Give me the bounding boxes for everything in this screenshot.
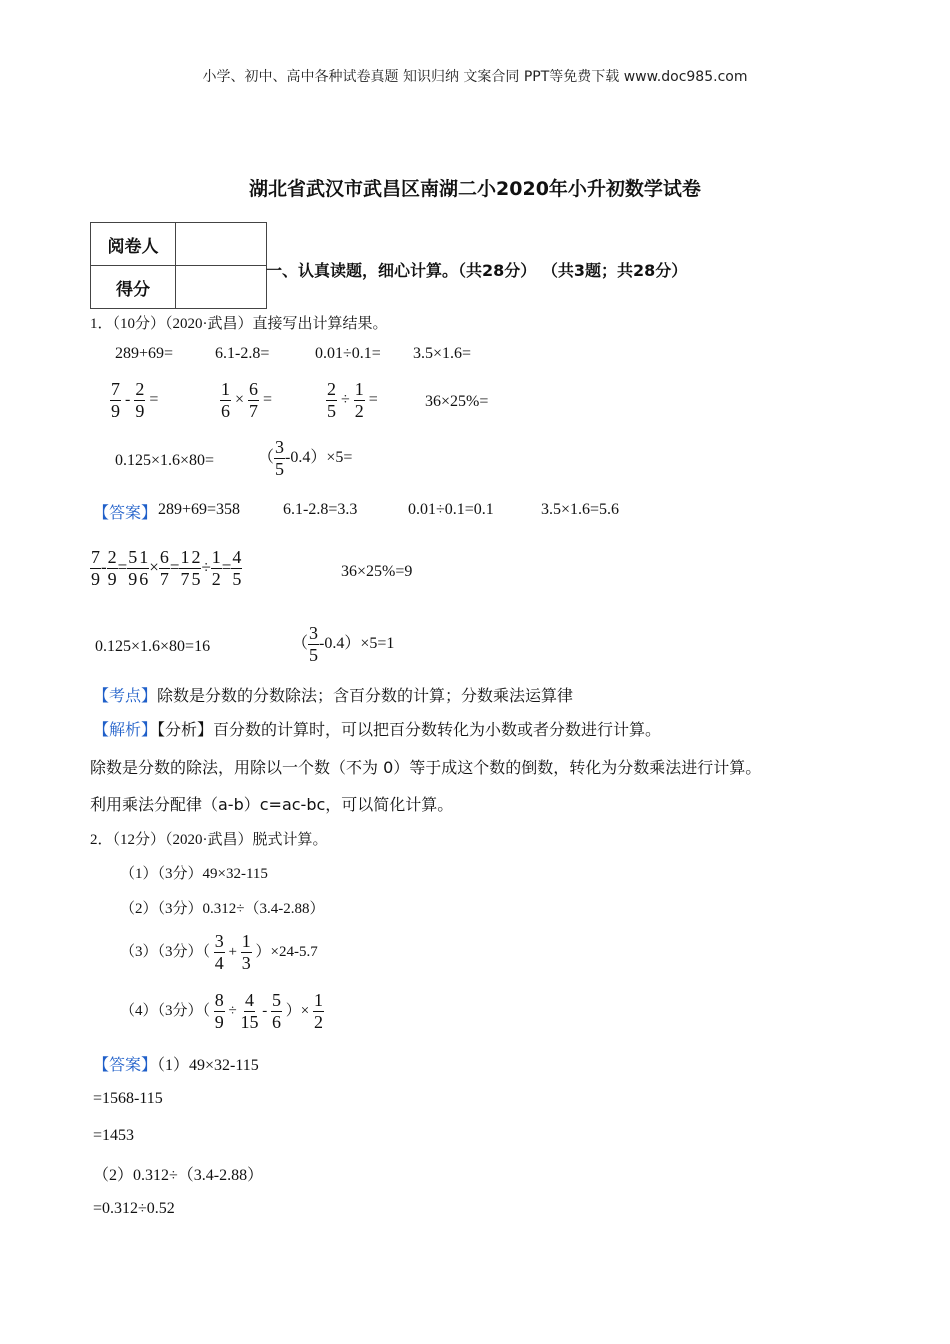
q1-answer-row-2: $\frac{7}{9}$ - $\frac{2}{9}$ = $\frac{5}{9}$ $\frac{1}{6}$ × $\frac{6}{7}$ = $\frac{1}{7}$ $\frac{2}{5}$ ÷ $\frac{1}{2}$ = $\frac{4}{5}$ <box>91 547 242 589</box>
q2-part-3: （3）（3分）（ $\frac{3}{4}$ + $\frac{1}{3}$ ）×24-5.7 <box>120 931 318 973</box>
q1-item-4: 3.5×1.6= <box>413 345 472 362</box>
q2-answer-5: =0.312÷0.52 <box>93 1200 175 1217</box>
q1-analysis-1: 【解析】【分析】百分数的计算时，可以把百分数转化为小数或者分数进行计算。 <box>93 720 662 739</box>
score-table <box>90 222 267 309</box>
answer-tag: 【答案】 <box>93 503 158 522</box>
points-tag: 【考点】 <box>93 686 158 705</box>
q1-item-2: 6.1-2.8= <box>215 345 270 362</box>
q1-item-1: 289+69= <box>115 345 174 362</box>
q1-analysis-2: 除数是分数的除法，用除以一个数（不为 0）等于成这个数的倒数，转化为分数乘法进行计算。 <box>90 758 762 777</box>
q1-item-7: $\frac{2}{5}$ ÷ $\frac{1}{2}$ = <box>327 379 378 421</box>
score-cell <box>176 266 267 309</box>
q2-part-4: （4）（3分）（ $\frac{8}{9}$ ÷ $\frac{4}{15}$ - $\frac{5}{6}$ ）× $\frac{1}{2}$ <box>120 990 323 1032</box>
q2-part-2: （2）（3分）0.312÷（3.4-2.88） <box>120 901 325 917</box>
q1-item-9: 0.125×1.6×80= <box>115 452 215 469</box>
q1-item-6: $\frac{1}{6}$ × $\frac{6}{7}$ = <box>221 379 273 421</box>
section-heading: 一、认真读题，细心计算。（共28分） （共3题；共28分） <box>266 261 688 280</box>
q1-ans-pct: 36×25%=9 <box>341 563 413 580</box>
analysis-tag: 【解析】 <box>93 720 158 739</box>
q1-item-5: $\frac{7}{9}$ - $\frac{2}{9}$ = <box>111 379 159 421</box>
q2-answer-3: =1453 <box>93 1127 135 1144</box>
q1-analysis-3: 利用乘法分配律（a-b）c=ac-bc，可以简化计算。 <box>90 795 454 814</box>
page-header: 小学、初中、高中各种试卷真题 知识归纳 文案合同 PPT等免费下载 www.doc985.com <box>202 69 748 85</box>
reviewer-label: 阅卷人 <box>91 223 176 266</box>
q1-ans-2: 6.1-2.8=3.3 <box>283 501 358 518</box>
q1-heading: 1．（10分）（2020·武昌）直接写出计算结果。 <box>90 316 388 332</box>
q1-ans-3: 0.01÷0.1=0.1 <box>408 501 494 518</box>
q2-answer-2: =1568-115 <box>93 1090 163 1107</box>
q1-ans-9: 0.125×1.6×80=16 <box>95 638 211 655</box>
q2-answer-1: 【答案】（1）49×32-115 <box>93 1055 259 1074</box>
q1-item-8: 36×25%= <box>425 393 489 410</box>
q1-item-10: （ $\frac{3}{5}$ -0.4）×5= <box>258 437 353 479</box>
q2-heading: 2．（12分）（2020·武昌）脱式计算。 <box>90 832 328 848</box>
q1-ans-10: （ $\frac{3}{5}$ -0.4）×5=1 <box>292 623 395 665</box>
q1-item-3: 0.01÷0.1= <box>315 345 381 362</box>
score-label: 得分 <box>91 266 176 309</box>
answer-tag-2: 【答案】 <box>93 1055 158 1074</box>
q2-part-1: （1）（3分）49×32-115 <box>120 866 268 882</box>
page-title: 湖北省武汉市武昌区南湖二小2020年小升初数学试卷 <box>249 178 701 200</box>
reviewer-cell <box>176 223 267 266</box>
q1-ans-1: 289+69=358 <box>158 501 241 518</box>
q1-answer-row-1 <box>93 500 157 523</box>
q1-ans-4: 3.5×1.6=5.6 <box>541 501 620 518</box>
q1-points: 【考点】除数是分数的分数除法；含百分数的计算；分数乘法运算律 <box>93 686 574 705</box>
q2-answer-4: （2）0.312÷（3.4-2.88） <box>93 1167 264 1184</box>
